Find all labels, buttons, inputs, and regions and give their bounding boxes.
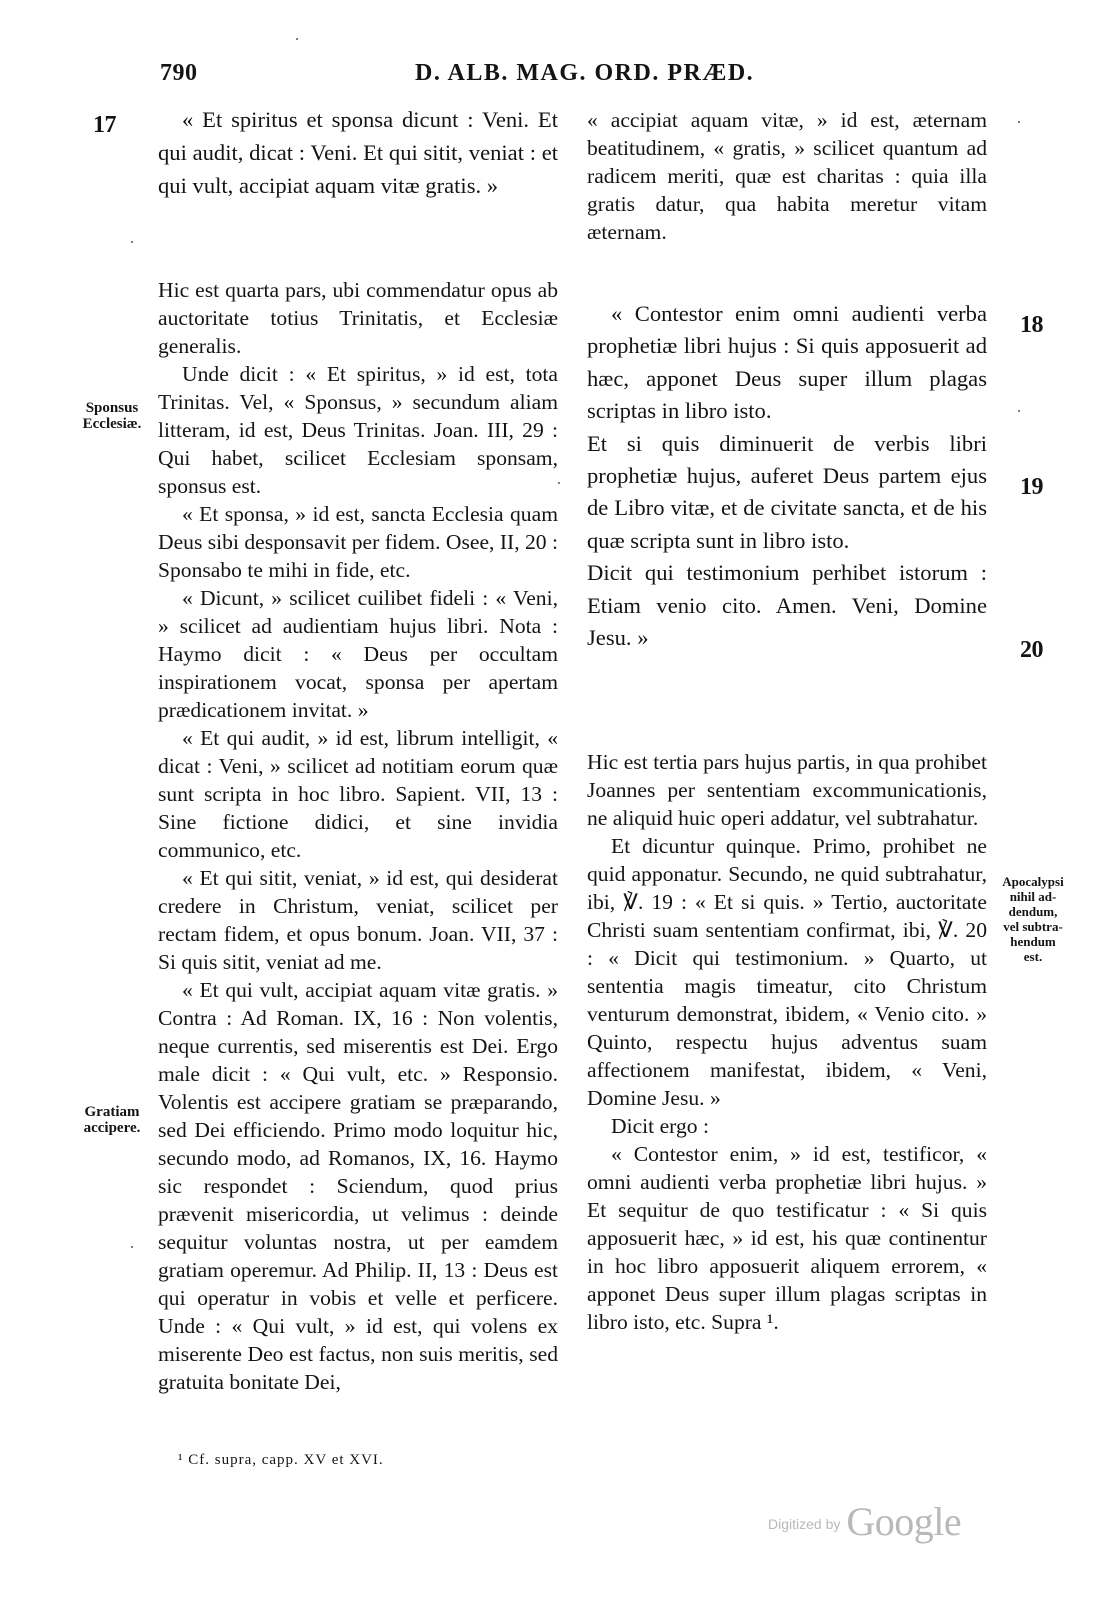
scan-speck <box>558 482 560 484</box>
paragraph: « accipiat aquam vitæ, » id est, æternam beatitudinem, « gratis, » scilicet quantum ad radicem meriti, quæ est charitas : quia illa gratis datur, qua habita meretur vitam æternam. <box>587 108 987 244</box>
footnote: ¹ Cf. supra, capp. XV et XVI. <box>178 1452 384 1468</box>
scan-speck <box>296 38 298 40</box>
paragraph: Dicit ergo : <box>611 1114 709 1138</box>
scripture-text: Dicit qui testimonium perhibet istorum : Etiam venio cito. Amen. Veni, Domine Jesu. » <box>587 560 987 651</box>
left-column-commentary <box>158 276 558 1396</box>
paragraph: « Et sponsa, » id est, sancta Ecclesia quam Deus sibi desponsavit per fidem. Osee, II, 20 : Sponsabo te mihi in fide, etc. <box>158 502 559 582</box>
right-column-verses <box>587 298 987 654</box>
right-column-commentary <box>587 748 987 1336</box>
paragraph: « Contestor enim, » id est, testificor, « omni audienti verba prophetiæ libri hujus. » Et sequitur de quo testificatur : « Si quis apposuerit hæc, » id est, his quæ continentur in hoc libro apposuerit aliquem errorem, « apponet Deus super illum plagas scriptas in libro isto, etc. Supra ¹. <box>587 1142 987 1334</box>
scan-speck <box>131 241 133 243</box>
paragraph: « Et qui audit, » id est, librum intelligit, « dicat : Veni, » scilicet ad notitiam eorum quæ sunt scripta in hoc libro. Sapient. VII, 13 : Sine fictione didici, et sine invidia communico, etc. <box>158 726 558 862</box>
page-number: 790 <box>160 60 198 86</box>
scripture-text: Et si quis diminuerit de verbis libri prophetiæ hujus, auferet Deus partem ejus de Libro vitæ, et de civitate sancta, et de his quæ scripta sunt in libro isto. <box>587 430 987 553</box>
verse-number: 17 <box>93 112 116 138</box>
verse-number: 18 <box>1020 312 1043 338</box>
digitized-by-google-watermark <box>768 1498 961 1545</box>
scripture-text: « Et spiritus et sponsa dicunt : Veni. Et qui audit, dicat : Veni. Et qui sitit, veniat : et qui vult, accipiat aquam vitæ gratis. » <box>158 107 558 198</box>
scripture-text: « Contestor enim omni audienti verba prophetiæ libri hujus : Si quis apposuerit ad hæc, apponet Deus super illum plagas scriptas in libro isto. <box>587 301 987 424</box>
paragraph: « Et qui vult, accipiat aquam vitæ gratis. » Contra : Ad Roman. IX, 16 : Non volentis, neque currentis, sed miserentis est Dei. Ergo male dicit : « Qui vult, etc. » Responsio. Volentis est accipere gratiam se præparando, sed Dei efficiendo. Primo modo loquitur hic, secundo modo, ad Romanos, IX, 16. Haymo sic respondet : Sciendum, quod prius prævenit misericordia, ut velimus : deinde sequitur voluntas nostra, ut per eamdem gratiam operemur. Ad Philip. II, 13 : Deus est qui operatur in vobis et velle et perficere. Unde : « Qui vult, » id est, qui volens ex miserente Deo est factus, non suis meritis, sed gratuita bonitate Dei, <box>158 978 558 1394</box>
paragraph: « Dicunt, » scilicet cuilibet fideli : « Veni, » scilicet ad audientiam hujus libri. Nota : Haymo dicit : « Deus per occultam inspirationem vocat, sponsa per apertam prædicationem invitat. » <box>158 586 558 722</box>
watermark-prefix: Digitized by <box>768 1516 841 1532</box>
scan-speck <box>131 1246 133 1248</box>
paragraph: « Et qui sitit, veniat, » id est, qui desiderat credere in Christum, veniat, scilicet per rectam fidem, et opus bonum. Joan. VII, 37 : Si quis sitit, veniat ad me. <box>158 866 558 974</box>
margin-note-gratiam: Gratiam accipere. <box>83 1104 141 1136</box>
running-title: D. ALB. MAG. ORD. PRÆD. <box>415 60 755 86</box>
left-column-verse-17 <box>158 104 558 202</box>
paragraph: Et dicuntur quinque. Primo, prohibet ne quid apponatur. Secundo, ne quid subtrahatur, ibi, ℣. 19 : « Et si quis. » Tertio, auctoritate Christi suam sententiam confirmat, ibi, ℣. 20 : « Dicit qui testimonium. » Quarto, ut sententia magis timeatur, cito Christum venturum demonstrat, ibidem, « Venio cito. » Quinto, respectu hujus adventus suam affectionem manifestat, ibidem, « Veni, Domine Jesu. » <box>587 834 987 1110</box>
paragraph: Hic est quarta pars, ubi commendatur opus ab auctoritate totius Trinitatis, et Ecclesiæ generalis. <box>158 278 558 358</box>
paragraph: Unde dicit : « Et spiritus, » id est, tota Trinitas. Vel, « Sponsus, » secundum aliam litteram, id est, Deus Trinitas. Joan. III, 29 : Qui habet, scilicet Ecclesiam sponsam, sponsus est. <box>158 362 558 498</box>
paragraph: Hic est tertia pars hujus partis, in qua prohibet Joannes per sententiam excommunicationis, ne aliquid huic operi addatur, vel subtrahatur. <box>587 750 987 830</box>
verse-number: 20 <box>1020 637 1043 663</box>
google-logo: Google <box>846 1499 962 1544</box>
margin-note-apocalypsi: Apocalypsi nihil ad- dendum, vel subtra- hendum est. <box>1002 874 1064 964</box>
scan-speck <box>1018 121 1020 123</box>
verse-number: 19 <box>1020 474 1043 500</box>
right-column-top <box>587 106 987 246</box>
margin-note-sponsus: Sponsus Ecclesiæ. <box>82 400 142 432</box>
scan-speck <box>1018 410 1020 412</box>
